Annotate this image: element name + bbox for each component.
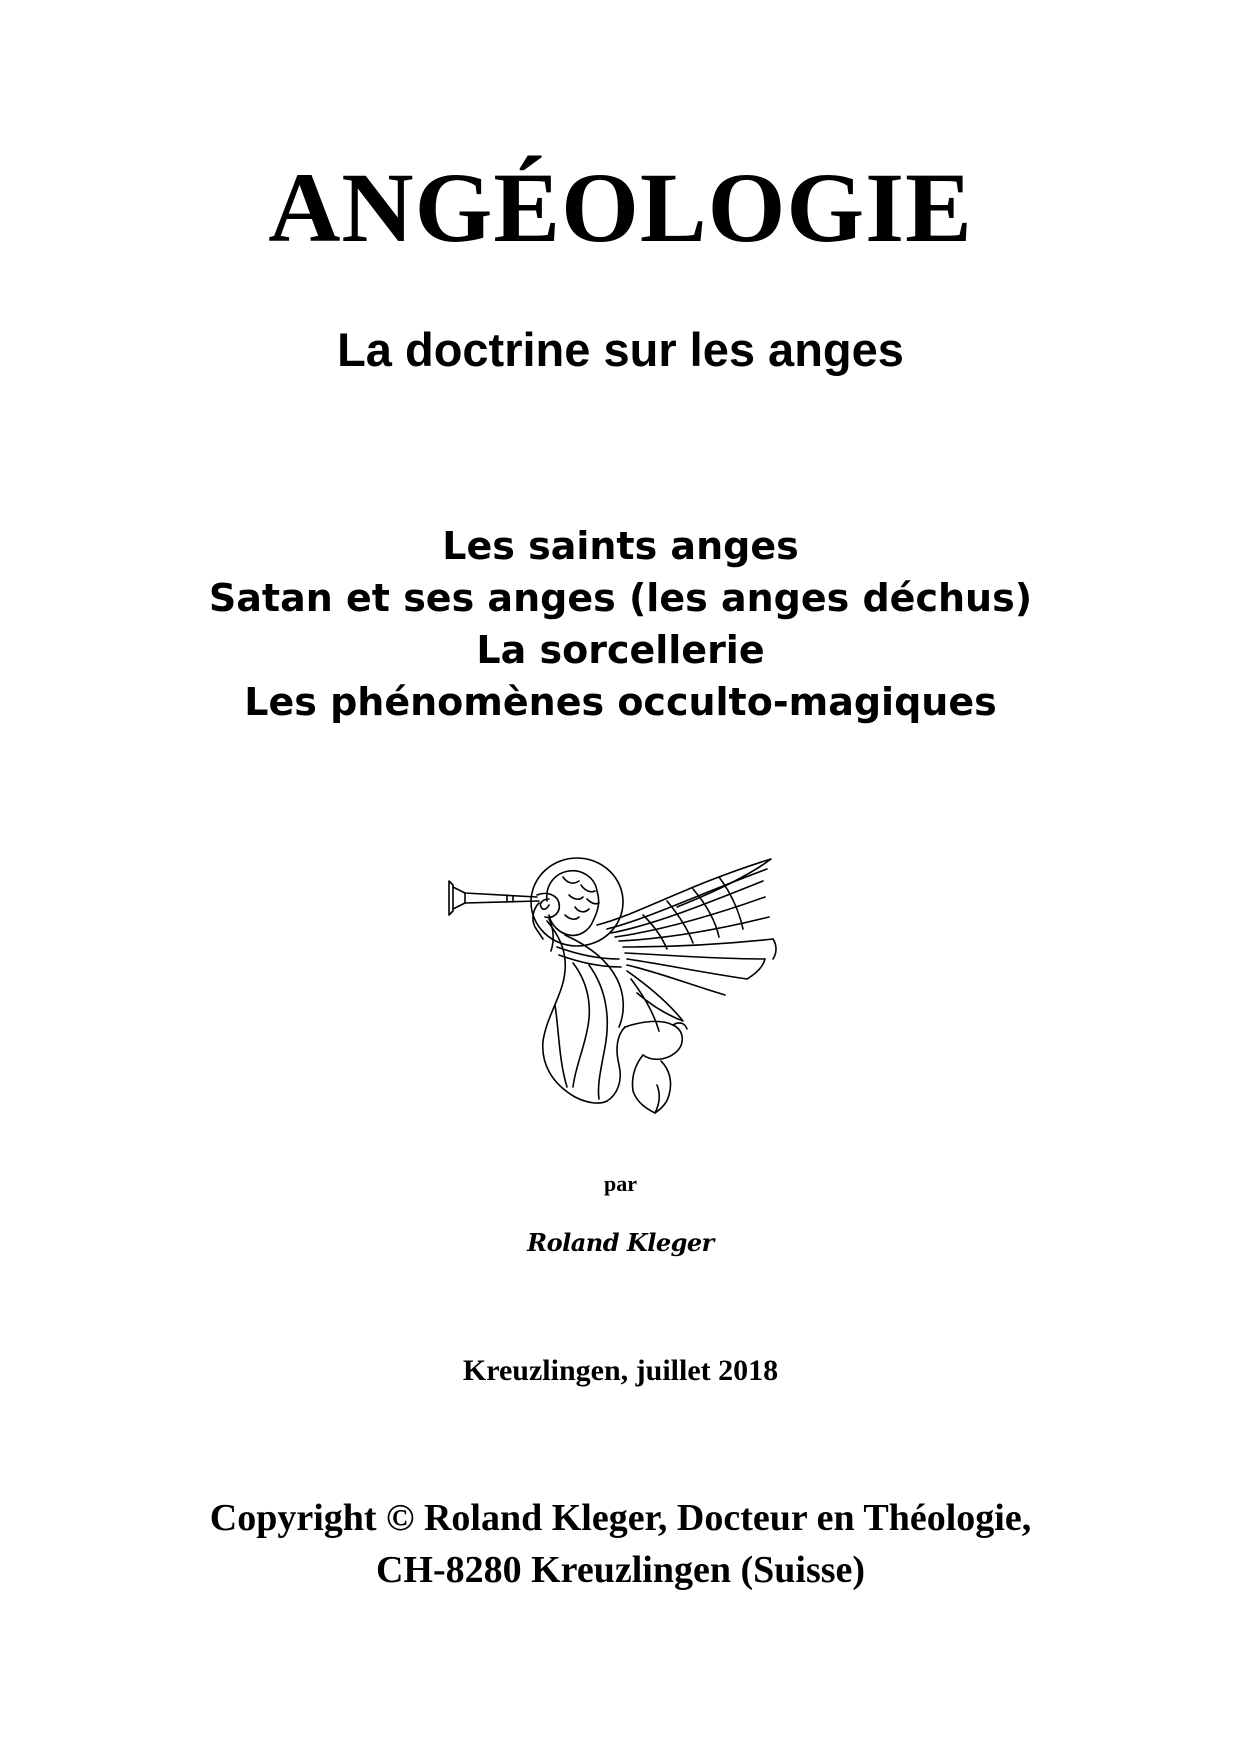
book-title: ANGÉOLOGIE (268, 152, 973, 263)
copyright-line: Copyright © Roland Kleger, Docteur en Théologie, (209, 1497, 1032, 1539)
copyright-notice (0, 1492, 1241, 1596)
copyright-line: CH-8280 Kreuzlingen (Suisse) (375, 1549, 866, 1591)
topic-item: Les saints anges (442, 524, 799, 568)
by-label: par (604, 1171, 637, 1196)
topic-item: La sorcellerie (476, 628, 765, 672)
author-name: Roland Kleger (527, 1228, 714, 1257)
topic-list (0, 520, 1241, 728)
angel-trumpet-illustration (447, 855, 814, 1115)
topic-item: Satan et ses anges (les anges déchus) (208, 576, 1033, 620)
topic-item: Les phénomènes occulto-magiques (244, 680, 997, 724)
place-date: Kreuzlingen, juillet 2018 (462, 1354, 779, 1387)
book-subtitle: La doctrine sur les anges (337, 323, 904, 376)
